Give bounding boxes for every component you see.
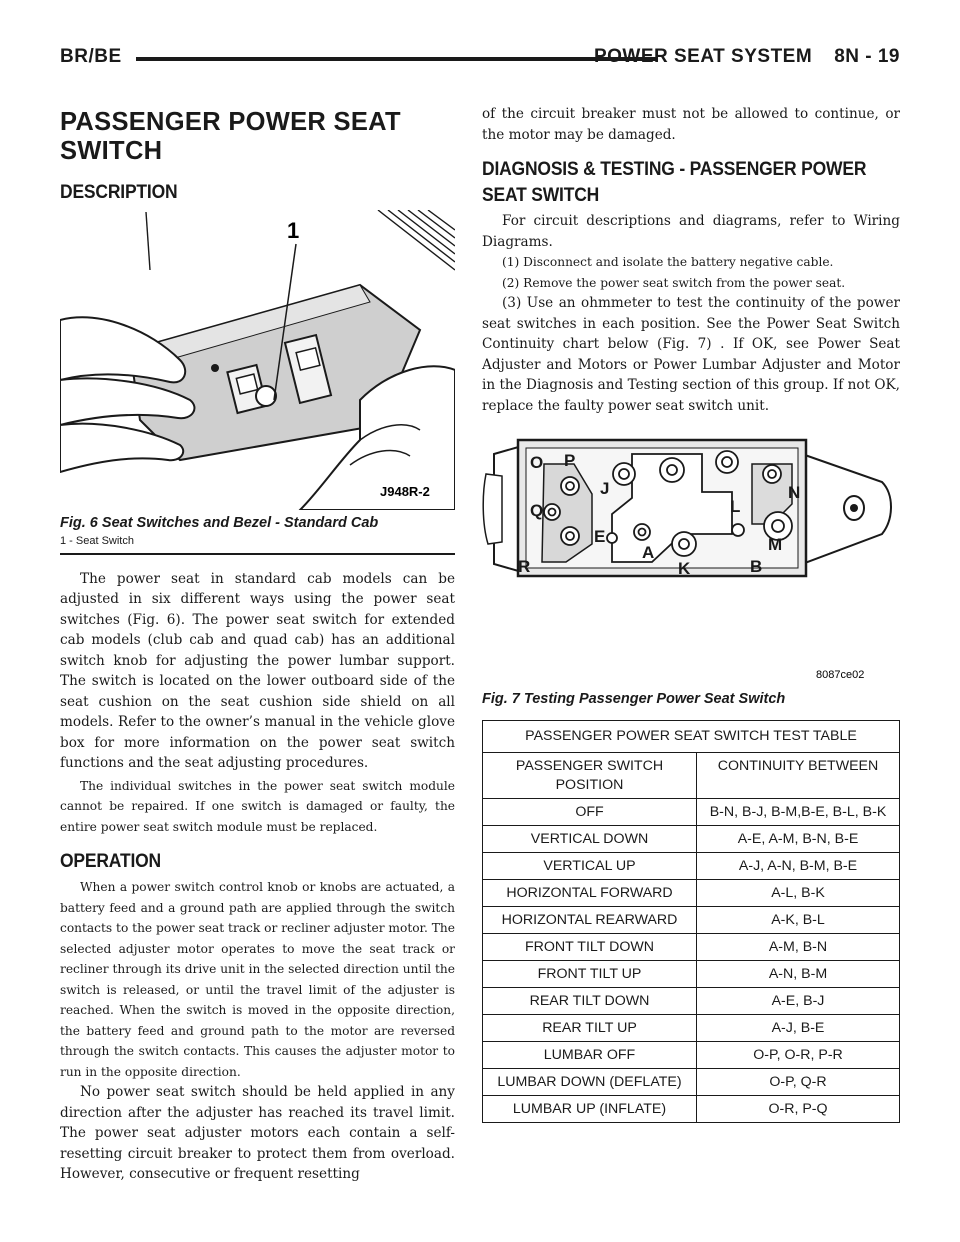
table-body	[483, 799, 900, 1123]
pin-label-a: A	[642, 543, 655, 562]
pin-label-o: O	[530, 453, 544, 472]
step-2: (2) Remove the power seat switch from the power seat.	[502, 275, 846, 290]
header-page: 8N - 19	[834, 46, 900, 67]
operation-heading: OPERATION	[60, 851, 161, 872]
step-3: (3) Use an ohmmeter to test the continuity of the power seat switches in each position. See the Power Seat Switch Continuity chart below (Fig. 7) . If OK, see Power Seat Adjuster and Motors or Power Lumbar Adjuster and Motor in the Diagnosis and Testing section of this group. If not OK, replace the faulty power seat switch unit.	[482, 295, 900, 414]
figure-6-caption: Fig. 6 Seat Switches and Bezel - Standard Cab	[60, 515, 379, 531]
continuity-cell: A-J, B-E	[697, 1015, 900, 1042]
section-title: PASSENGER POWER SEAT SWITCH	[60, 108, 401, 165]
column-header-position: PASSENGER SWITCH POSITION	[483, 753, 697, 799]
pin-label-m: M	[768, 535, 783, 554]
seat-switch-illustration	[60, 210, 455, 510]
table-row	[483, 853, 900, 880]
table-row	[483, 1096, 900, 1123]
pin-label-n: N	[788, 483, 801, 502]
switch-position-cell: REAR TILT UP	[483, 1015, 697, 1042]
diagnosis-heading: DIAGNOSIS & TESTING - PASSENGER POWER SEAT SWITCH	[482, 159, 867, 206]
operation-paragraph-1: When a power switch control knob or knobs are actuated, a battery feed and a ground path are applied through the switch contacts to the power seat track or recliner adjuster motor. The selected adjuster motor operates to move the seat track or recliner through its drive unit in the selected direction until the switch is released, or until the travel limit of the adjuster is reached. When the switch is moved in the opposite direction, the battery feed and ground path to the motor are reversed through the switch contacts. This causes the adjuster motor to run in the opposite direction.	[60, 880, 455, 1079]
switch-connector-illustration	[482, 434, 900, 684]
table-row	[483, 934, 900, 961]
pin-label-b: B	[750, 557, 763, 576]
continuity-cell: A-J, A-N, B-M, B-E	[697, 853, 900, 880]
continued-text: of the circuit breaker must not be allowed to continue, or the motor may be damaged.	[482, 106, 900, 143]
continuity-cell: O-R, P-Q	[697, 1096, 900, 1123]
table-row	[483, 1042, 900, 1069]
page-header	[60, 46, 900, 76]
pin-label-p: P	[564, 451, 576, 470]
switch-position-cell: FRONT TILT UP	[483, 961, 697, 988]
step-1: (1) Disconnect and isolate the battery negative cable.	[502, 255, 834, 269]
pin-label-e: E	[594, 527, 606, 546]
continuity-cell: B-N, B-J, B-M,B-E, B-L, B-K	[697, 799, 900, 826]
figure-7-caption: Fig. 7 Testing Passenger Power Seat Switch	[482, 691, 786, 707]
left-column	[60, 108, 455, 1185]
table-row	[483, 880, 900, 907]
switch-position-cell: VERTICAL DOWN	[483, 826, 697, 853]
continuity-cell: A-K, B-L	[697, 907, 900, 934]
test-table	[482, 720, 900, 1123]
continuity-cell: A-M, B-N	[697, 934, 900, 961]
continuity-cell: O-P, O-R, P-R	[697, 1042, 900, 1069]
switch-position-cell: OFF	[483, 799, 697, 826]
figure-6-legend: 1 - Seat Switch	[60, 535, 134, 547]
switch-position-cell: LUMBAR OFF	[483, 1042, 697, 1069]
continuity-cell: A-E, B-J	[697, 988, 900, 1015]
header-model: BR/BE	[60, 46, 122, 67]
switch-position-cell: HORIZONTAL FORWARD	[483, 880, 697, 907]
switch-position-cell: REAR TILT DOWN	[483, 988, 697, 1015]
continuity-cell: O-P, Q-R	[697, 1069, 900, 1096]
callout-1: 1	[287, 218, 300, 243]
table-row	[483, 988, 900, 1015]
switch-position-cell: HORIZONTAL REARWARD	[483, 907, 697, 934]
description-heading: DESCRIPTION	[60, 182, 178, 203]
switch-position-cell: LUMBAR DOWN (DEFLATE)	[483, 1069, 697, 1096]
pin-label-l: L	[730, 497, 741, 516]
table-row	[483, 1069, 900, 1096]
switch-position-cell: LUMBAR UP (INFLATE)	[483, 1096, 697, 1123]
description-paragraph-2: The individual switches in the power seat switch module cannot be repaired. If one switch is damaged or faulty, the entire power seat switch module must be replaced.	[60, 778, 455, 834]
column-header-continuity: CONTINUITY BETWEEN	[697, 753, 900, 799]
right-column	[482, 104, 900, 1123]
continuity-cell: A-N, B-M	[697, 961, 900, 988]
pin-label-k: K	[678, 559, 691, 578]
pin-label-r: R	[518, 557, 531, 576]
figure-code: 8087ce02	[816, 669, 865, 681]
table-row	[483, 1015, 900, 1042]
switch-position-cell: VERTICAL UP	[483, 853, 697, 880]
header-right	[572, 46, 900, 68]
table-row	[483, 907, 900, 934]
figure-6	[60, 210, 455, 555]
pin-label-q: Q	[530, 501, 544, 520]
header-section: POWER SEAT SYSTEM	[593, 46, 813, 67]
table-row	[483, 799, 900, 826]
description-paragraph-1: The power seat in standard cab models can be adjusted in six different ways using the power seat switches (Fig. 6). The power seat switch for extended cab models (club cab and quad cab) has an additional switch knob for adjusting the power lumbar support. The switch is located on the lower outboard side of the seat cushion on the seat cushion side shield on all models. Refer to the owner’s manual in the vehicle glove box for more information on the power seat switch functions and the seat adjusting procedures.	[60, 570, 455, 771]
operation-paragraph-2: No power seat switch should be held applied in any direction after the adjuster has reached its travel limit. The power seat adjuster motors each contain a self-resetting circuit breaker to protect them from overload. However, consecutive or frequent resetting	[60, 1084, 455, 1182]
table-row	[483, 961, 900, 988]
table-title: PASSENGER POWER SEAT SWITCH TEST TABLE	[483, 721, 900, 753]
continuity-cell: A-L, B-K	[697, 880, 900, 907]
figure-code: J948R-2	[380, 484, 430, 499]
diagnosis-paragraph: For circuit descriptions and diagrams, refer to Wiring Diagrams.	[482, 213, 900, 250]
figure-rule	[60, 553, 455, 555]
continuity-cell: A-E, A-M, B-N, B-E	[697, 826, 900, 853]
table-row	[483, 826, 900, 853]
pin-label-j: J	[600, 479, 610, 498]
switch-position-cell: FRONT TILT DOWN	[483, 934, 697, 961]
figure-7	[482, 434, 900, 707]
